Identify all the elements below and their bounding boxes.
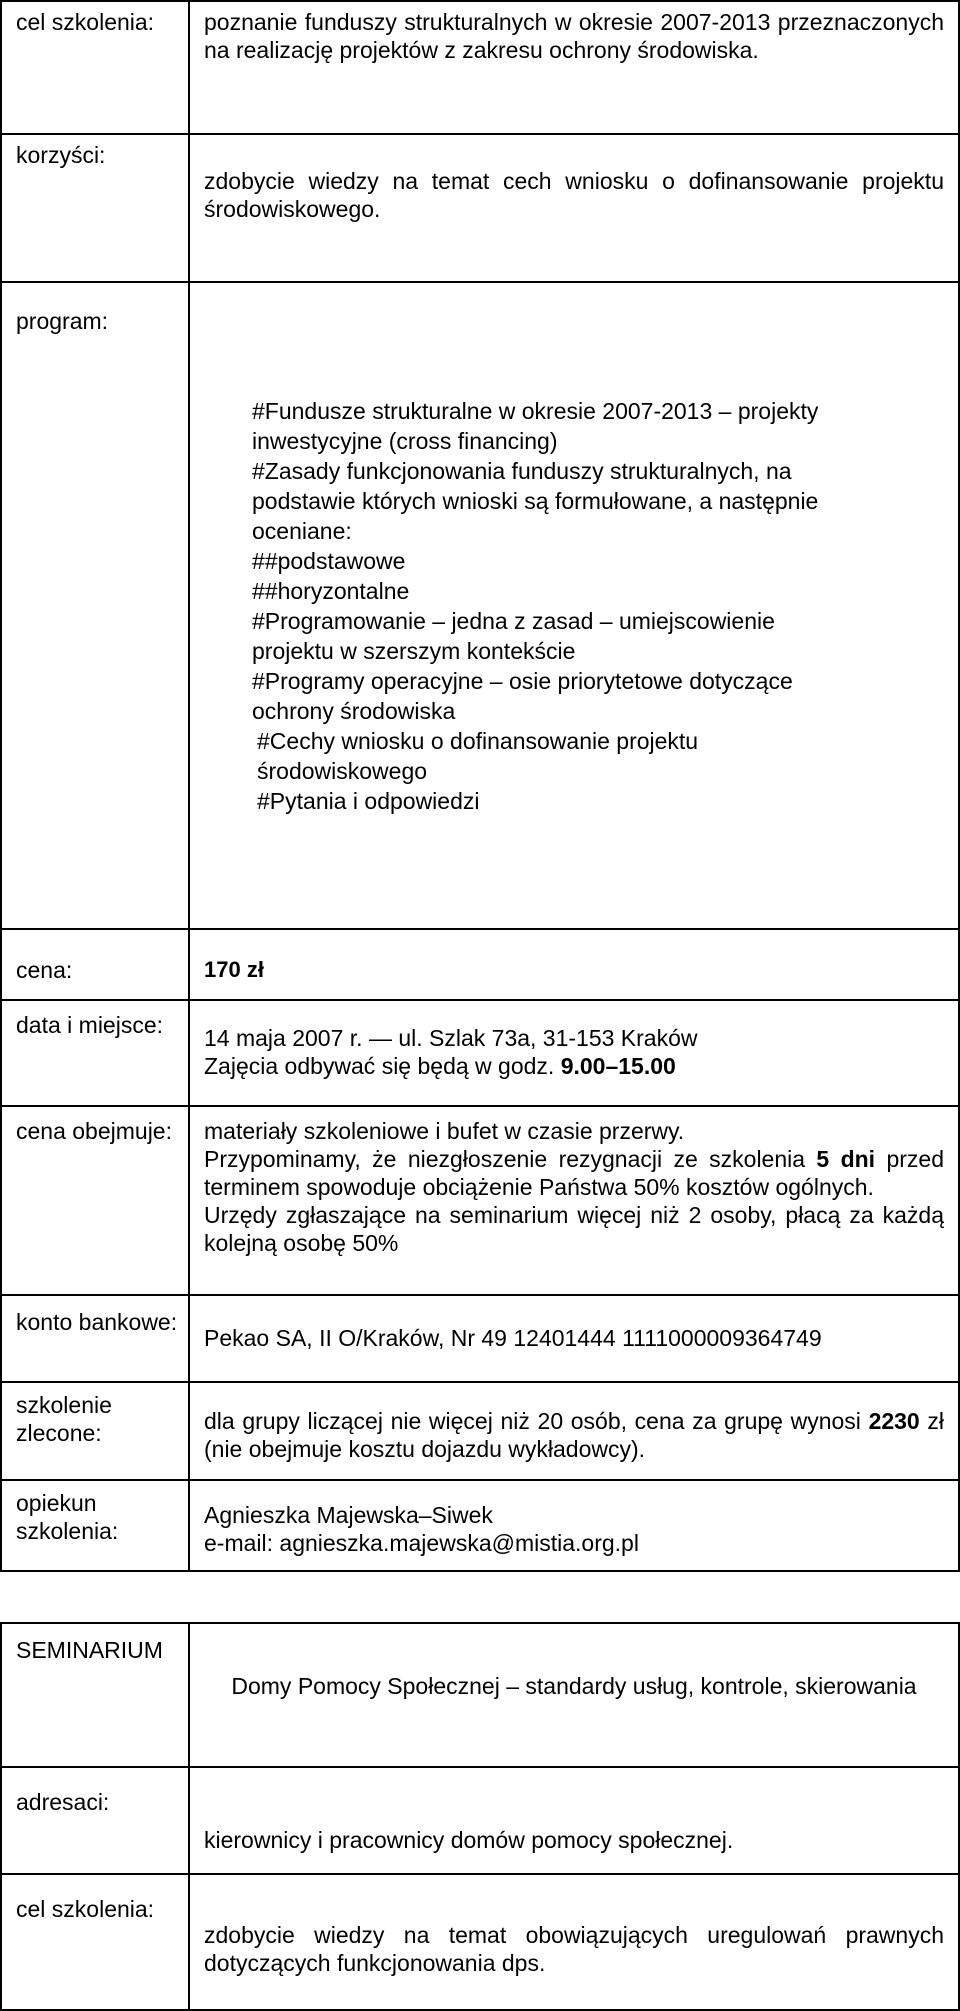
price-includes-label: cena obejmuje: — [1, 1106, 189, 1295]
table-row — [1, 1295, 959, 1382]
seminar-table — [0, 1622, 960, 2011]
discount-notice: Urzędy zgłaszające na seminarium więcej niż 2 osoby, płacą za każdą kolejną osobę 50% — [204, 1202, 944, 1256]
program-line: ochrony środowiska — [252, 698, 456, 724]
program-line: inwestycyjne (cross financing) — [252, 428, 558, 454]
supervisor-value — [189, 1480, 959, 1571]
program-line: #Pytania i odpowiedzi — [257, 788, 480, 814]
table-row — [1, 1106, 959, 1295]
audience-label: adresaci: — [1, 1767, 189, 1874]
supervisor-name: Agnieszka Majewska–Siwek — [204, 1502, 493, 1528]
program-label: program: — [1, 282, 189, 929]
hours-prefix: Zajęcia odbywać się będą w godz. — [204, 1053, 561, 1079]
price-value: 170 zł — [189, 929, 959, 1000]
program-line: oceniane: — [252, 518, 352, 544]
goal-value: poznanie funduszy strukturalnych w okresie 2007-2013 przeznaczonych na realizację projektów z zakresu ochrony środowiska. — [189, 1, 959, 134]
hours-line — [204, 1052, 944, 1080]
date-place-label: data i miejsce: — [1, 1000, 189, 1106]
supervisor-email: e-mail: agnieszka.majewska@mistia.org.pl — [204, 1530, 639, 1556]
hours-value: 9.00–15.00 — [560, 1053, 676, 1079]
table-row — [1, 1623, 959, 1767]
table-row — [1, 929, 959, 1000]
commissioned-value: dla grupy liczącej nie więcej niż 20 osób, cena za grupę wynosi 2230 zł (nie obejmuje kosztu dojazdu wykładowcy). — [189, 1382, 959, 1480]
program-line: ##horyzontalne — [252, 578, 410, 604]
table-row — [1, 1, 959, 134]
program-line: #Programowanie – jedna z zasad – umiejscowienie — [252, 608, 775, 634]
seminar-goal-value: zdobycie wiedzy na temat obowiązujących uregulowań prawnych dotyczących funkcjonowania dps. — [189, 1874, 959, 2010]
table-row — [1, 1480, 959, 1571]
program-line: #Cechy wniosku o dofinansowanie projektu — [257, 728, 699, 754]
table-row — [1, 134, 959, 282]
table-row — [1, 1874, 959, 2010]
seminar-title: Domy Pomocy Społecznej – standardy usług, kontrole, skierowania — [189, 1623, 959, 1767]
includes-line: materiały szkoleniowe i bufet w czasie przerwy. — [204, 1118, 685, 1144]
program-line: #Zasady funkcjonowania funduszy strukturalnych, na — [252, 458, 792, 484]
commissioned-label: szkolenie zlecone: — [1, 1382, 189, 1480]
seminar-label: SEMINARIUM — [1, 1623, 189, 1767]
cancellation-notice: Przypominamy, że niezgłoszenie rezygnacji ze szkolenia 5 dni przed terminem spowoduje obciążenie Państwa 50% kosztów ogólnych. — [204, 1146, 944, 1200]
price-includes-value — [189, 1106, 959, 1295]
program-line: #Programy operacyjne – osie priorytetowe dotyczące — [252, 668, 793, 694]
supervisor-label: opiekun szkolenia: — [1, 1480, 189, 1571]
program-line: podstawie których wnioski są formułowane, a następnie — [252, 488, 819, 514]
bank-account-value: Pekao SA, II O/Kraków, Nr 49 12401444 1111000009364749 — [189, 1295, 959, 1382]
program-line: środowiskowego — [257, 758, 428, 784]
table-row — [1, 1000, 959, 1106]
benefits-value: zdobycie wiedzy na temat cech wniosku o dofinansowanie projektu środowiskowego. — [189, 134, 959, 282]
seminar-goal-label: cel szkolenia: — [1, 1874, 189, 2010]
date-address-line: 14 maja 2007 r. — ul. Szlak 73a, 31-153 Kraków — [204, 1025, 698, 1051]
table-row — [1, 1382, 959, 1480]
table-row — [1, 282, 959, 929]
benefits-label: korzyści: — [1, 134, 189, 282]
goal-label: cel szkolenia: — [1, 1, 189, 134]
bank-account-label: konto bankowe: — [1, 1295, 189, 1382]
price-label: cena: — [1, 929, 189, 1000]
program-line: ##podstawowe — [252, 548, 406, 574]
audience-value: kierownicy i pracownicy domów pomocy społecznej. — [189, 1767, 959, 1874]
table-row — [1, 1767, 959, 1874]
program-line: #Fundusze strukturalne w okresie 2007-2013 – projekty — [252, 398, 819, 424]
date-place-value — [189, 1000, 959, 1106]
program-list — [189, 282, 959, 929]
program-line: projektu w szerszym kontekście — [252, 638, 576, 664]
